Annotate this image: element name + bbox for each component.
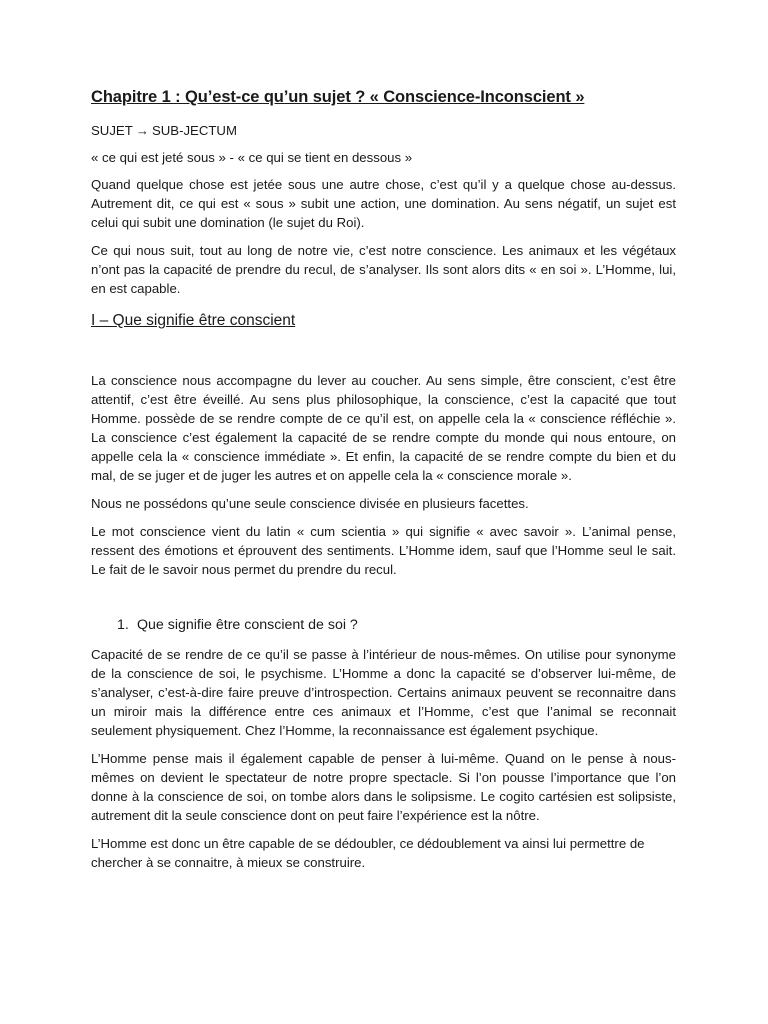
section-1-paragraph-2: Nous ne possédons qu’une seule conscience divisée en plusieurs facettes. xyxy=(91,496,529,511)
sujet-word: SUJET xyxy=(91,123,133,138)
subsection-1-paragraph-1: Capacité de se rendre de ce qu’il se passe à l’intérieur de nous-mêmes. On utilise pour synonyme de la conscience de soi, le psychisme. L’Homme a donc la capacité se d’observer lui-même, de s’analyser, c’est-à-dire faire preuve d’introspection. Certains animaux peuvent se reconnaitre dans un miroir mais la différence entre ces animaux et l’Homme, c’est que l’animal se reconnait seulement physiquement. Chez l’Homme, la reconnaissance est également psychique. xyxy=(91,647,676,738)
intro-paragraph-2: Ce qui nous suit, tout au long de notre vie, c’est notre conscience. Les animaux et les végétaux n’ont pas la capacité de prendre du recul, de s’analyser. Ils sont alors dits « en soi ». L’Homme, lui, en est capable. xyxy=(91,243,676,296)
sujet-etymology xyxy=(91,121,676,140)
section-heading-1: I – Que signifie être conscient xyxy=(91,312,296,329)
subjectum-word: SUB-JECTUM xyxy=(151,123,237,138)
right-arrow-icon: → xyxy=(135,123,149,138)
section-1-paragraph-1: La conscience nous accompagne du lever au coucher. Au sens simple, être conscient, c’est être attentif, c’est être éveillé. Au sens plus philosophique, la conscience, c’est la capacité que tout Homme. possède de se rendre compte de ce qu’il est, on appelle cela la « conscience réfléchie ». La conscience c’est également la capacité de se rendre compte du monde qui nous entoure, on appelle cela la « conscience immédiate ». Et enfin, la capacité de se rendre compte du bien et du mal, de se juger et de juger les autres et on appelle cela la « conscience morale ». xyxy=(91,373,676,483)
subsection-1-paragraph-2: L’Homme pense mais il également capable de penser à lui-même. Quand on le pense à nous-mêmes on devient le spectateur de notre propre spectacle. Si l’on pousse l’importance que l’on donne à la conscience de soi, on tombe alors dans le solipsisme. Le cogito cartésien est solipsiste, autrement dit la seule conscience dont on peut faire l’expérience est la nôtre. xyxy=(91,751,676,823)
intro-paragraph-1: Quand quelque chose est jetée sous une autre chose, c’est qu’il y a quelque chose au-dessus. Autrement dit, ce qui est « sous » subit une action, une domination. Au sens négatif, un sujet est celui qui subit une domination (le sujet du Roi). xyxy=(91,177,676,230)
section-1-paragraph-3: Le mot conscience vient du latin « cum scientia » qui signifie « avec savoir ». L’animal pense, ressent des émotions et éprouvent des sentiments. L’Homme idem, sauf que l’Homme seul le sait. Le fait de le savoir nous permet du prendre du recul. xyxy=(91,524,676,577)
definition-line: « ce qui est jeté sous » - « ce qui se tient en dessous » xyxy=(91,150,413,165)
subsection-heading-1 xyxy=(91,615,676,635)
subsection-number: 1. xyxy=(117,617,129,633)
document-page xyxy=(91,86,676,881)
subsection-title: Que signifie être conscient de soi ? xyxy=(137,617,358,633)
subsection-1-paragraph-3: L’Homme est donc un être capable de se dédoubler, ce dédoublement va ainsi lui permettre de chercher à se connaitre, à mieux se construire. xyxy=(91,836,645,870)
chapter-title: Chapitre 1 : Qu’est-ce qu’un sujet ? « Conscience-Inconscient » xyxy=(91,88,585,106)
